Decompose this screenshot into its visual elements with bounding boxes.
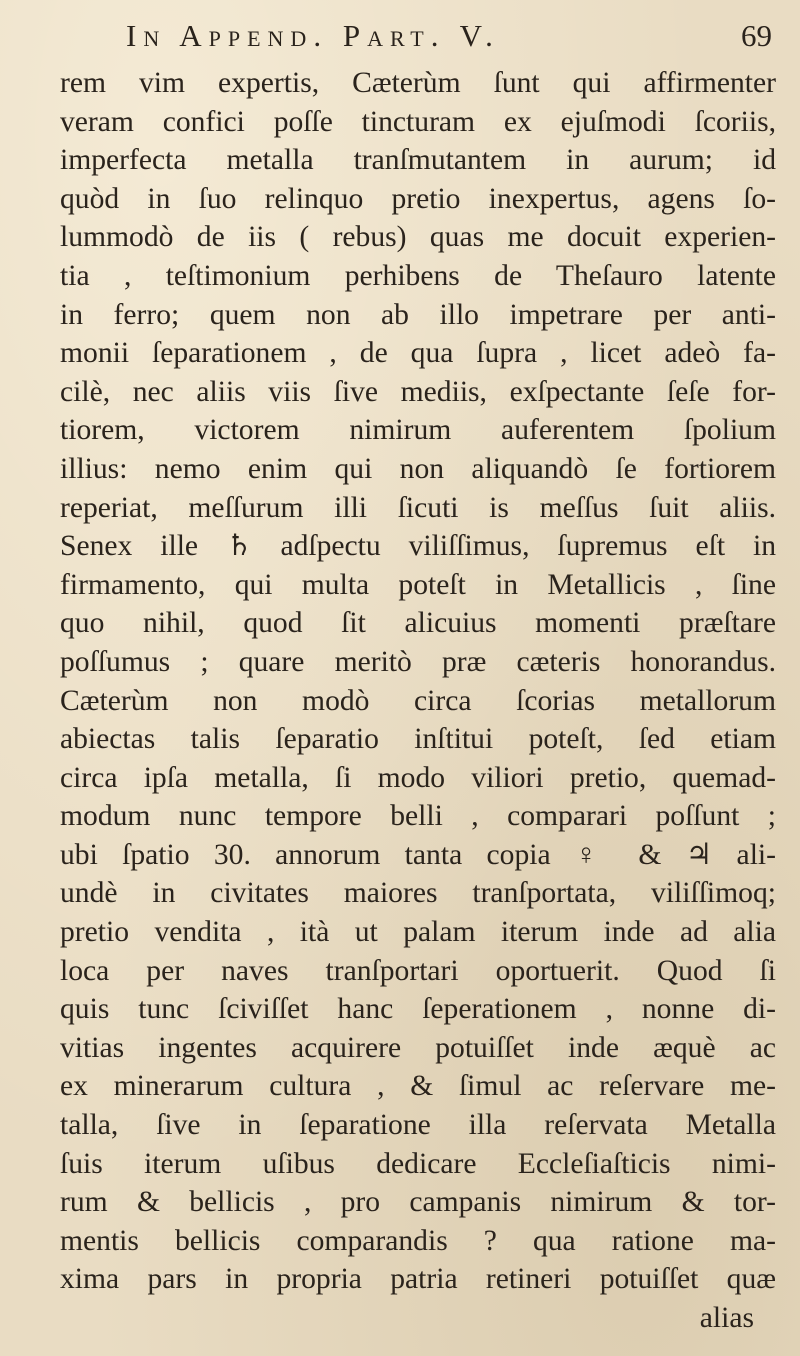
text-line: rum & bellicis , pro campanis nimirum & tor- <box>60 1186 776 1219</box>
text-line: firmamento, qui multa poteſt in Metallicis , ſine <box>60 568 776 601</box>
text-line: quòd in ſuo relinquo pretio inexpertus, agens ſo- <box>60 182 776 215</box>
text-line: ubi ſpatio 30. annorum tanta copia ♀ & ♃ ali- <box>60 838 776 871</box>
text-line: abiectas talis ſeparatio inſtitui poteſt, ſed etiam <box>60 723 776 756</box>
text-line: tia , teſtimonium perhibens de Theſauro latente <box>60 259 776 292</box>
catchword: alias <box>699 1302 754 1334</box>
text-line: mentis bellicis comparandis ? qua ratione ma- <box>60 1224 776 1257</box>
text-line: tiorem, victorem nimirum auferentem ſpolium <box>60 414 776 447</box>
text-line: imperfecta metalla tranſmutantem in aurum; id <box>60 144 776 177</box>
text-line: poſſumus ; quare meritò præ cæteris honorandus. <box>60 645 776 678</box>
text-line: rem vim expertis, Cæterùm ſunt qui affirmenter <box>60 67 776 99</box>
text-line: lummodò de iis ( rebus) quas me docuit experien- <box>60 221 776 254</box>
page-number: 69 <box>741 18 772 53</box>
text-line: reperiat, meſſurum illi ſicuti is meſſus ſuit aliis. <box>60 491 776 524</box>
text-line: loca per naves tranſportari oportuerit. Quod ſi <box>60 954 776 987</box>
text-line: veram confici poſſe tincturam ex ejuſmodi ſcoriis, <box>60 105 776 138</box>
running-title: In Append. Part. V. <box>126 18 500 53</box>
text-line: circa ipſa metalla, ſi modo viliori pretio, quemad- <box>60 761 776 794</box>
text-line: quo nihil, quod ſit alicuius momenti præſtare <box>60 607 776 640</box>
text-line: talla, ſive in ſeparatione illa reſervata Metalla <box>60 1109 776 1142</box>
text-line: cilè, nec aliis viis ſive mediis, exſpectante ſeſe for- <box>60 375 776 408</box>
text-line: vitias ingentes acquirere potuiſſet inde æquè ac <box>60 1031 776 1064</box>
text-line: modum nunc tempore belli , comparari poſſunt ; <box>60 800 776 833</box>
text-line: illius: nemo enim qui non aliquandò ſe fortiorem <box>60 452 776 485</box>
text-line: Senex ille ♄ adſpectu viliſſimus, ſupremus eſt in <box>60 530 776 563</box>
text-line: undè in civitates maiores tranſportata, viliſſimoq; <box>60 877 776 910</box>
text-line: Cæterùm non modò circa ſcorias metallorum <box>60 684 776 717</box>
text-line: quis tunc ſciviſſet hanc ſeperationem , nonne di- <box>60 993 776 1026</box>
body-text <box>60 64 776 1338</box>
text-line: monii ſeparationem , de qua ſupra , licet adeò fa- <box>60 337 776 370</box>
text-line: xima pars in propria patria retineri potuiſſet quæ <box>60 1263 776 1296</box>
text-line: ſuis iterum uſibus dedicare Eccleſiaſticis nimi- <box>60 1147 776 1180</box>
running-head <box>126 14 776 58</box>
text-line: pretio vendita , ità ut palam iterum inde ad alia <box>60 916 776 949</box>
text-line: ex minerarum cultura , & ſimul ac reſervare me- <box>60 1070 776 1103</box>
text-line: in ferro; quem non ab illo impetrare per anti- <box>60 298 776 331</box>
